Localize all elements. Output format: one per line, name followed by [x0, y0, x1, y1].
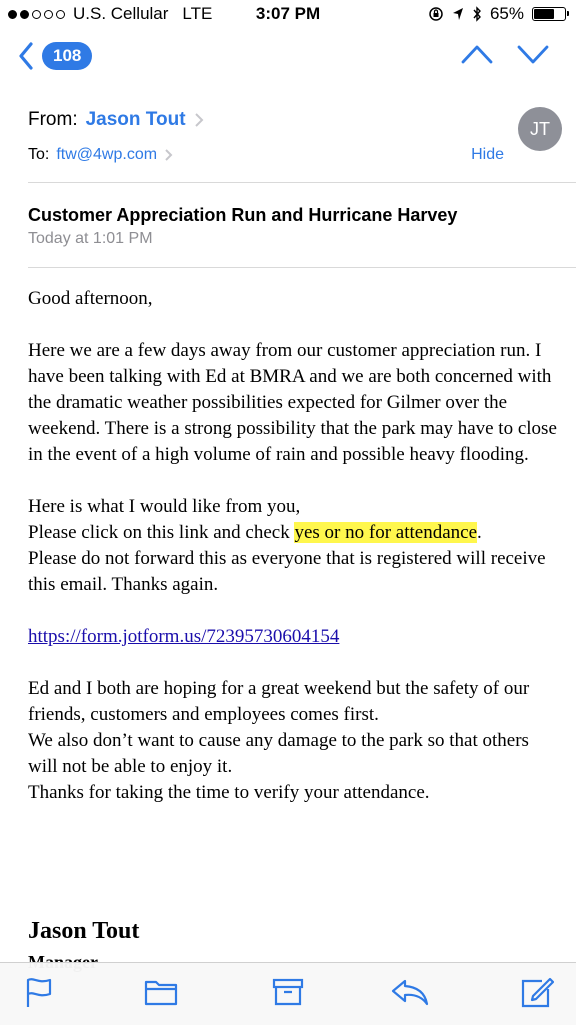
carrier-name: U.S. Cellular [73, 4, 169, 23]
form-link[interactable]: https://form.jotform.us/72395730604154 [28, 626, 340, 647]
sender-avatar[interactable]: JT [518, 107, 562, 151]
to-label: To: [28, 146, 50, 163]
archive-icon [272, 977, 304, 1007]
sender-name[interactable]: Jason Tout [85, 109, 186, 130]
chevron-right-icon [164, 148, 174, 162]
unread-count-badge: 108 [42, 42, 92, 70]
status-right [428, 4, 566, 24]
recipient-address[interactable]: ftw@4wp.com [56, 146, 158, 163]
email-body [28, 286, 558, 832]
body-paragraph-3 [28, 676, 558, 806]
compose-button[interactable] [520, 977, 554, 1014]
next-message-button[interactable] [516, 42, 550, 71]
greeting: Good afternoon, [28, 288, 153, 309]
compose-icon [520, 977, 554, 1009]
email-subject: Customer Appreciation Run and Hurricane Harvey [28, 205, 458, 225]
chevron-down-icon [516, 42, 550, 66]
previous-message-button[interactable] [460, 42, 494, 71]
to-row [28, 146, 174, 164]
hide-details-button[interactable]: Hide [471, 146, 504, 163]
body-line: . [477, 522, 482, 543]
signature-name: Jason Tout [28, 918, 140, 944]
body-paragraph-1: Here we are a few days away from our customer appreciation run. I have been talking with Ed at BMRA and we are both concerned with the dramatic weather possibilities expected for Gilmer over the weekend. There is a strong possibility that the park may have to close in the event of a high volume of rain and possible heavy flooding. [28, 340, 557, 465]
chevron-left-icon [18, 42, 34, 70]
bluetooth-icon [472, 6, 482, 22]
subject-divider [28, 267, 576, 268]
flag-button[interactable] [24, 977, 54, 1014]
body-paragraph-2 [28, 494, 558, 598]
chevron-up-icon [460, 42, 494, 66]
body-line: Ed and I both are hoping for a great weekend but the safety of our friends, customers and employees comes first. [28, 678, 530, 725]
location-arrow-icon [452, 7, 464, 21]
from-row [28, 109, 204, 131]
rotation-lock-icon [428, 6, 444, 22]
flag-icon [24, 977, 54, 1009]
reply-icon [390, 977, 430, 1007]
header-divider [28, 182, 576, 183]
battery-percent: 65% [489, 4, 524, 23]
back-button[interactable] [18, 42, 92, 70]
archive-button[interactable] [272, 977, 304, 1012]
from-label: From: [28, 109, 78, 130]
move-to-folder-button[interactable] [144, 977, 178, 1012]
body-line: Please click on this link and check [28, 522, 295, 543]
link-paragraph [28, 624, 558, 650]
status-bar [0, 0, 576, 30]
nav-bar [0, 30, 576, 90]
network-type: LTE [182, 4, 213, 23]
battery-icon [532, 7, 566, 21]
email-date: Today at 1:01 PM [28, 230, 153, 247]
bottom-toolbar [0, 962, 576, 1025]
highlighted-text: yes or no for attendance [294, 522, 478, 543]
body-line: Here is what I would like from you, [28, 496, 301, 517]
body-line: Please do not forward this as everyone that is registered will receive this email. Thanks again. [28, 548, 546, 595]
clock: 3:07 PM [255, 4, 321, 23]
body-line: Thanks for taking the time to verify your attendance. [28, 782, 430, 803]
chevron-right-icon [194, 112, 204, 128]
folder-icon [144, 977, 178, 1007]
body-line: We also don’t want to cause any damage to the park so that others will not be able to enjoy it. [28, 730, 529, 777]
reply-button[interactable] [390, 977, 430, 1012]
